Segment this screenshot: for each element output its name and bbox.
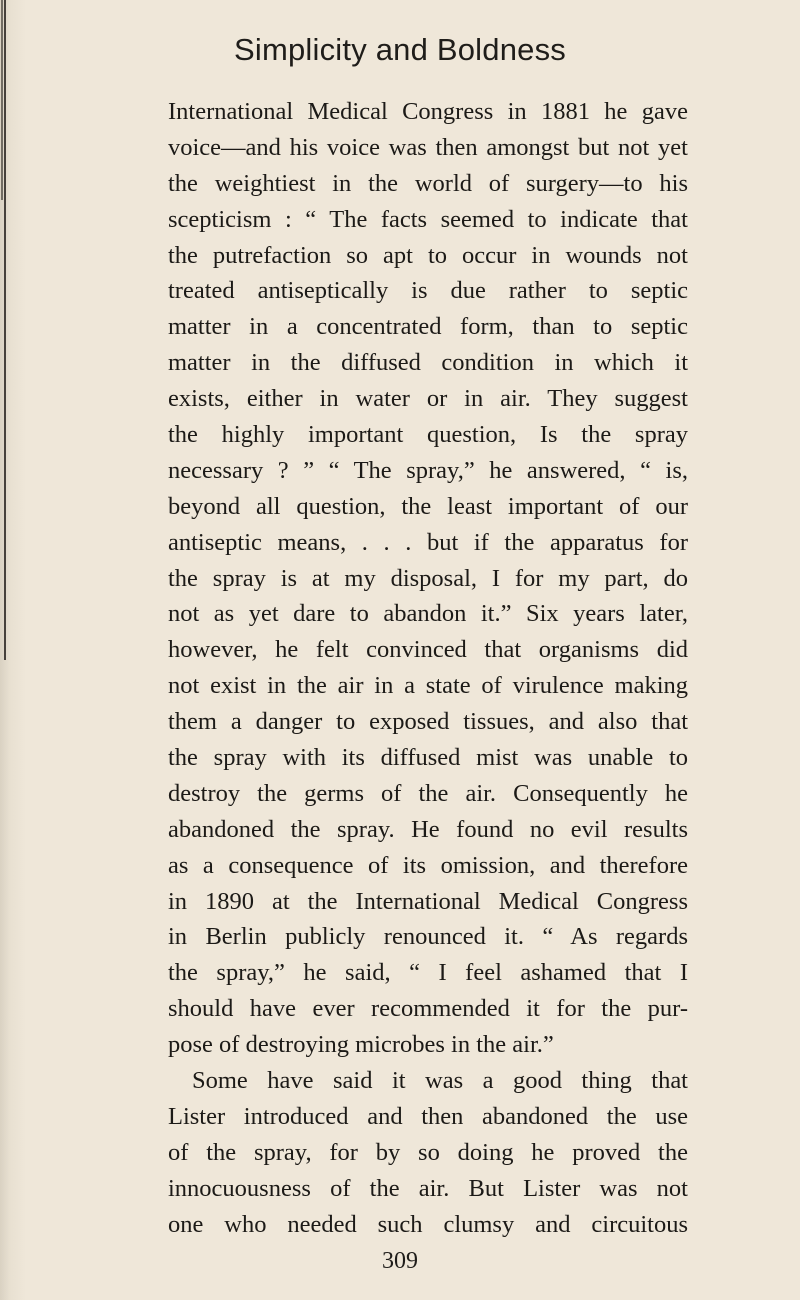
text-line: the putrefaction so apt to occur in wounds not	[168, 241, 688, 269]
text-line: should have ever recommended it for the pur-	[168, 995, 688, 1023]
body-text	[168, 94, 688, 1243]
text-line: of the spray, for by so doing he proved the	[168, 1138, 688, 1166]
text-line: necessary ? ” “ The spray,” he answered, “ is,	[168, 456, 688, 484]
text-line: pose of destroying microbes in the air.”	[168, 1031, 554, 1059]
text-line: one who needed such clumsy and circuitous	[168, 1210, 688, 1238]
text-line: the weightiest in the world of surgery—to his	[168, 169, 688, 197]
text-line: matter in a concentrated form, than to septic	[168, 313, 688, 341]
text-line: International Medical Congress in 1881 he gave	[168, 98, 688, 125]
text-line: destroy the germs of the air. Consequently he	[168, 779, 688, 807]
text-line: matter in the diffused condition in which it	[168, 349, 688, 377]
text-line: abandoned the spray. He found no evil results	[168, 815, 688, 843]
binding-edge	[4, 0, 6, 660]
text-line: the spray is at my disposal, I for my part, do	[168, 564, 688, 592]
text-line: not as yet dare to abandon it.” Six years later,	[168, 600, 688, 628]
text-line: the spray with its diffused mist was unable to	[168, 744, 688, 772]
text-line: Lister introduced and then abandoned the use	[168, 1102, 688, 1130]
text-line: them a danger to exposed tissues, and also that	[168, 708, 688, 736]
text-line: antiseptic means, . . . but if the apparatus for	[168, 528, 688, 556]
text-line: beyond all question, the least important of our	[168, 492, 688, 520]
text-line: innocuousness of the air. But Lister was not	[168, 1174, 688, 1202]
text-line: exists, either in water or in air. They suggest	[168, 385, 688, 413]
text-line: in 1890 at the International Medical Congress	[168, 887, 688, 915]
text-line: as a consequence of its omission, and therefore	[168, 851, 688, 879]
text-line: Some have said it was a good thing that	[192, 1067, 688, 1095]
text-line: not exist in the air in a state of virulence making	[168, 672, 688, 700]
text-line: however, he felt convinced that organisms did	[168, 636, 688, 664]
text-line: scepticism : “ The facts seemed to indicate that	[168, 205, 688, 233]
text-line: in Berlin publicly renounced it. “ As regards	[168, 923, 688, 951]
text-line: treated antiseptically is due rather to septic	[168, 277, 688, 305]
text-line: the highly important question, Is the spray	[168, 421, 688, 449]
running-head: Simplicity and Boldness	[234, 32, 566, 67]
binding-edge-shadow	[1, 0, 3, 200]
text-line: the spray,” he said, “ I feel ashamed that I	[168, 959, 688, 987]
page-number: 309	[382, 1248, 418, 1274]
text-line: voice—and his voice was then amongst but not yet	[168, 133, 688, 161]
